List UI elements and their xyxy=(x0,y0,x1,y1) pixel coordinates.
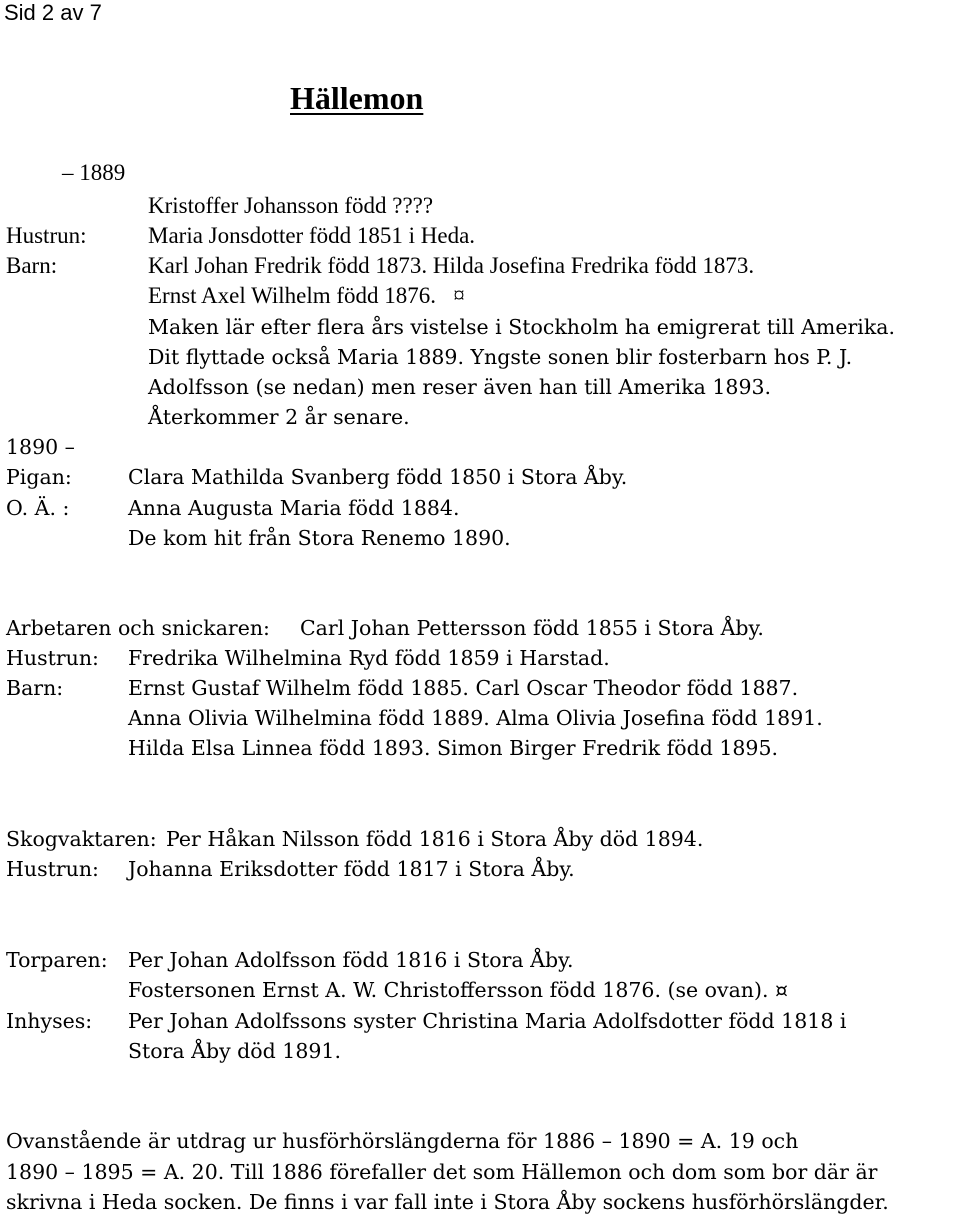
entry-text: Ernst Axel Wilhelm född 1876. ¤ xyxy=(148,283,465,308)
text-line xyxy=(0,312,960,342)
entry-text: Fredrika Wilhelmina Ryd född 1859 i Harstad. xyxy=(128,646,610,670)
entry-text: Fostersonen Ernst A. W. Christoffersson född 1876. (se ovan). ¤ xyxy=(128,978,789,1002)
page-title: Hällemon xyxy=(290,80,424,116)
entry-text: Ernst Gustaf Wilhelm född 1885. Carl Oscar Theodor född 1887. xyxy=(128,676,799,700)
text-line xyxy=(0,372,960,402)
section-1-year: – 1889 xyxy=(62,160,126,185)
text-line xyxy=(0,824,960,854)
text-line xyxy=(0,402,960,432)
entry-label: Arbetaren och snickaren: xyxy=(6,616,270,640)
entry-text: Återkommer 2 år senare. xyxy=(148,405,410,429)
entry-label: Pigan: xyxy=(6,465,72,489)
text-line xyxy=(0,613,960,643)
entry-text: De kom hit från Stora Renemo 1890. xyxy=(128,526,511,550)
entry-label: Skogvaktaren: xyxy=(6,827,157,851)
text-line xyxy=(0,493,960,523)
entry-label: Torparen: xyxy=(6,948,108,972)
entry-text: Clara Mathilda Svanberg född 1850 i Stora Åby. xyxy=(128,465,628,489)
entry-label: Hustrun: xyxy=(6,223,87,248)
entry-text: Per Johan Adolfsson född 1816 i Stora Åby. xyxy=(128,948,574,972)
footer-line: skrivna i Heda socken. De finns i var fall inte i Stora Åby sockens husförhörslängder. xyxy=(6,1190,889,1214)
entry-text: Anna Olivia Wilhelmina född 1889. Alma Olivia Josefina född 1891. xyxy=(128,706,823,730)
text-line xyxy=(0,854,960,884)
entry-text: Johanna Eriksdotter född 1817 i Stora Åby. xyxy=(128,857,575,881)
text-line xyxy=(0,1036,960,1066)
text-line xyxy=(0,191,960,221)
entry-text: Adolfsson (se nedan) men reser även han till Amerika 1893. xyxy=(148,375,772,399)
entry-text: Dit flyttade också Maria 1889. Yngste sonen blir fosterbarn hos P. J. xyxy=(148,345,853,369)
text-line xyxy=(0,673,960,703)
section-2-year: 1890 – xyxy=(6,435,75,459)
text-line xyxy=(0,251,960,281)
entry-text: Kristoffer Johansson född ???? xyxy=(148,193,434,218)
entry-text: Per Johan Adolfssons syster Christina Maria Adolfsdotter född 1818 i xyxy=(128,1009,847,1033)
entry-label: Inhyses: xyxy=(6,1009,93,1033)
text-line xyxy=(0,643,960,673)
entry-text: Maken lär efter flera års vistelse i Stockholm ha emigrerat till Amerika. xyxy=(148,315,896,339)
entry-text: Anna Augusta Maria född 1884. xyxy=(128,496,460,520)
entry-text: Per Håkan Nilsson född 1816 i Stora Åby död 1894. xyxy=(166,827,704,851)
entry-label: O. Ä. : xyxy=(6,496,70,520)
text-line xyxy=(0,945,960,975)
text-line xyxy=(0,462,960,492)
footer-line: Ovanstående är utdrag ur husförhörslängderna för 1886 – 1890 = A. 19 och xyxy=(6,1129,799,1153)
text-line xyxy=(0,733,960,763)
text-line xyxy=(0,342,960,372)
text-line xyxy=(0,281,960,311)
entry-text: Hilda Elsa Linnea född 1893. Simon Birger Fredrik född 1895. xyxy=(128,736,779,760)
entry-text: Maria Jonsdotter född 1851 i Heda. xyxy=(148,223,476,248)
footer-line: 1890 – 1895 = A. 20. Till 1886 förefaller det som Hällemon och dom som bor där är xyxy=(6,1160,878,1184)
text-line xyxy=(0,703,960,733)
entry-text: Stora Åby död 1891. xyxy=(128,1039,341,1063)
text-line xyxy=(0,1006,960,1036)
text-line xyxy=(0,221,960,251)
page-number: Sid 2 av 7 xyxy=(4,0,102,25)
text-line xyxy=(0,975,960,1005)
entry-label: Barn: xyxy=(6,253,58,278)
entry-label: Hustrun: xyxy=(6,646,99,670)
entry-text: Carl Johan Pettersson född 1855 i Stora Åby. xyxy=(300,616,764,640)
entry-label: Hustrun: xyxy=(6,857,99,881)
entry-text: Karl Johan Fredrik född 1873. Hilda Josefina Fredrika född 1873. xyxy=(148,253,755,278)
text-line xyxy=(0,523,960,553)
entry-label: Barn: xyxy=(6,676,64,700)
